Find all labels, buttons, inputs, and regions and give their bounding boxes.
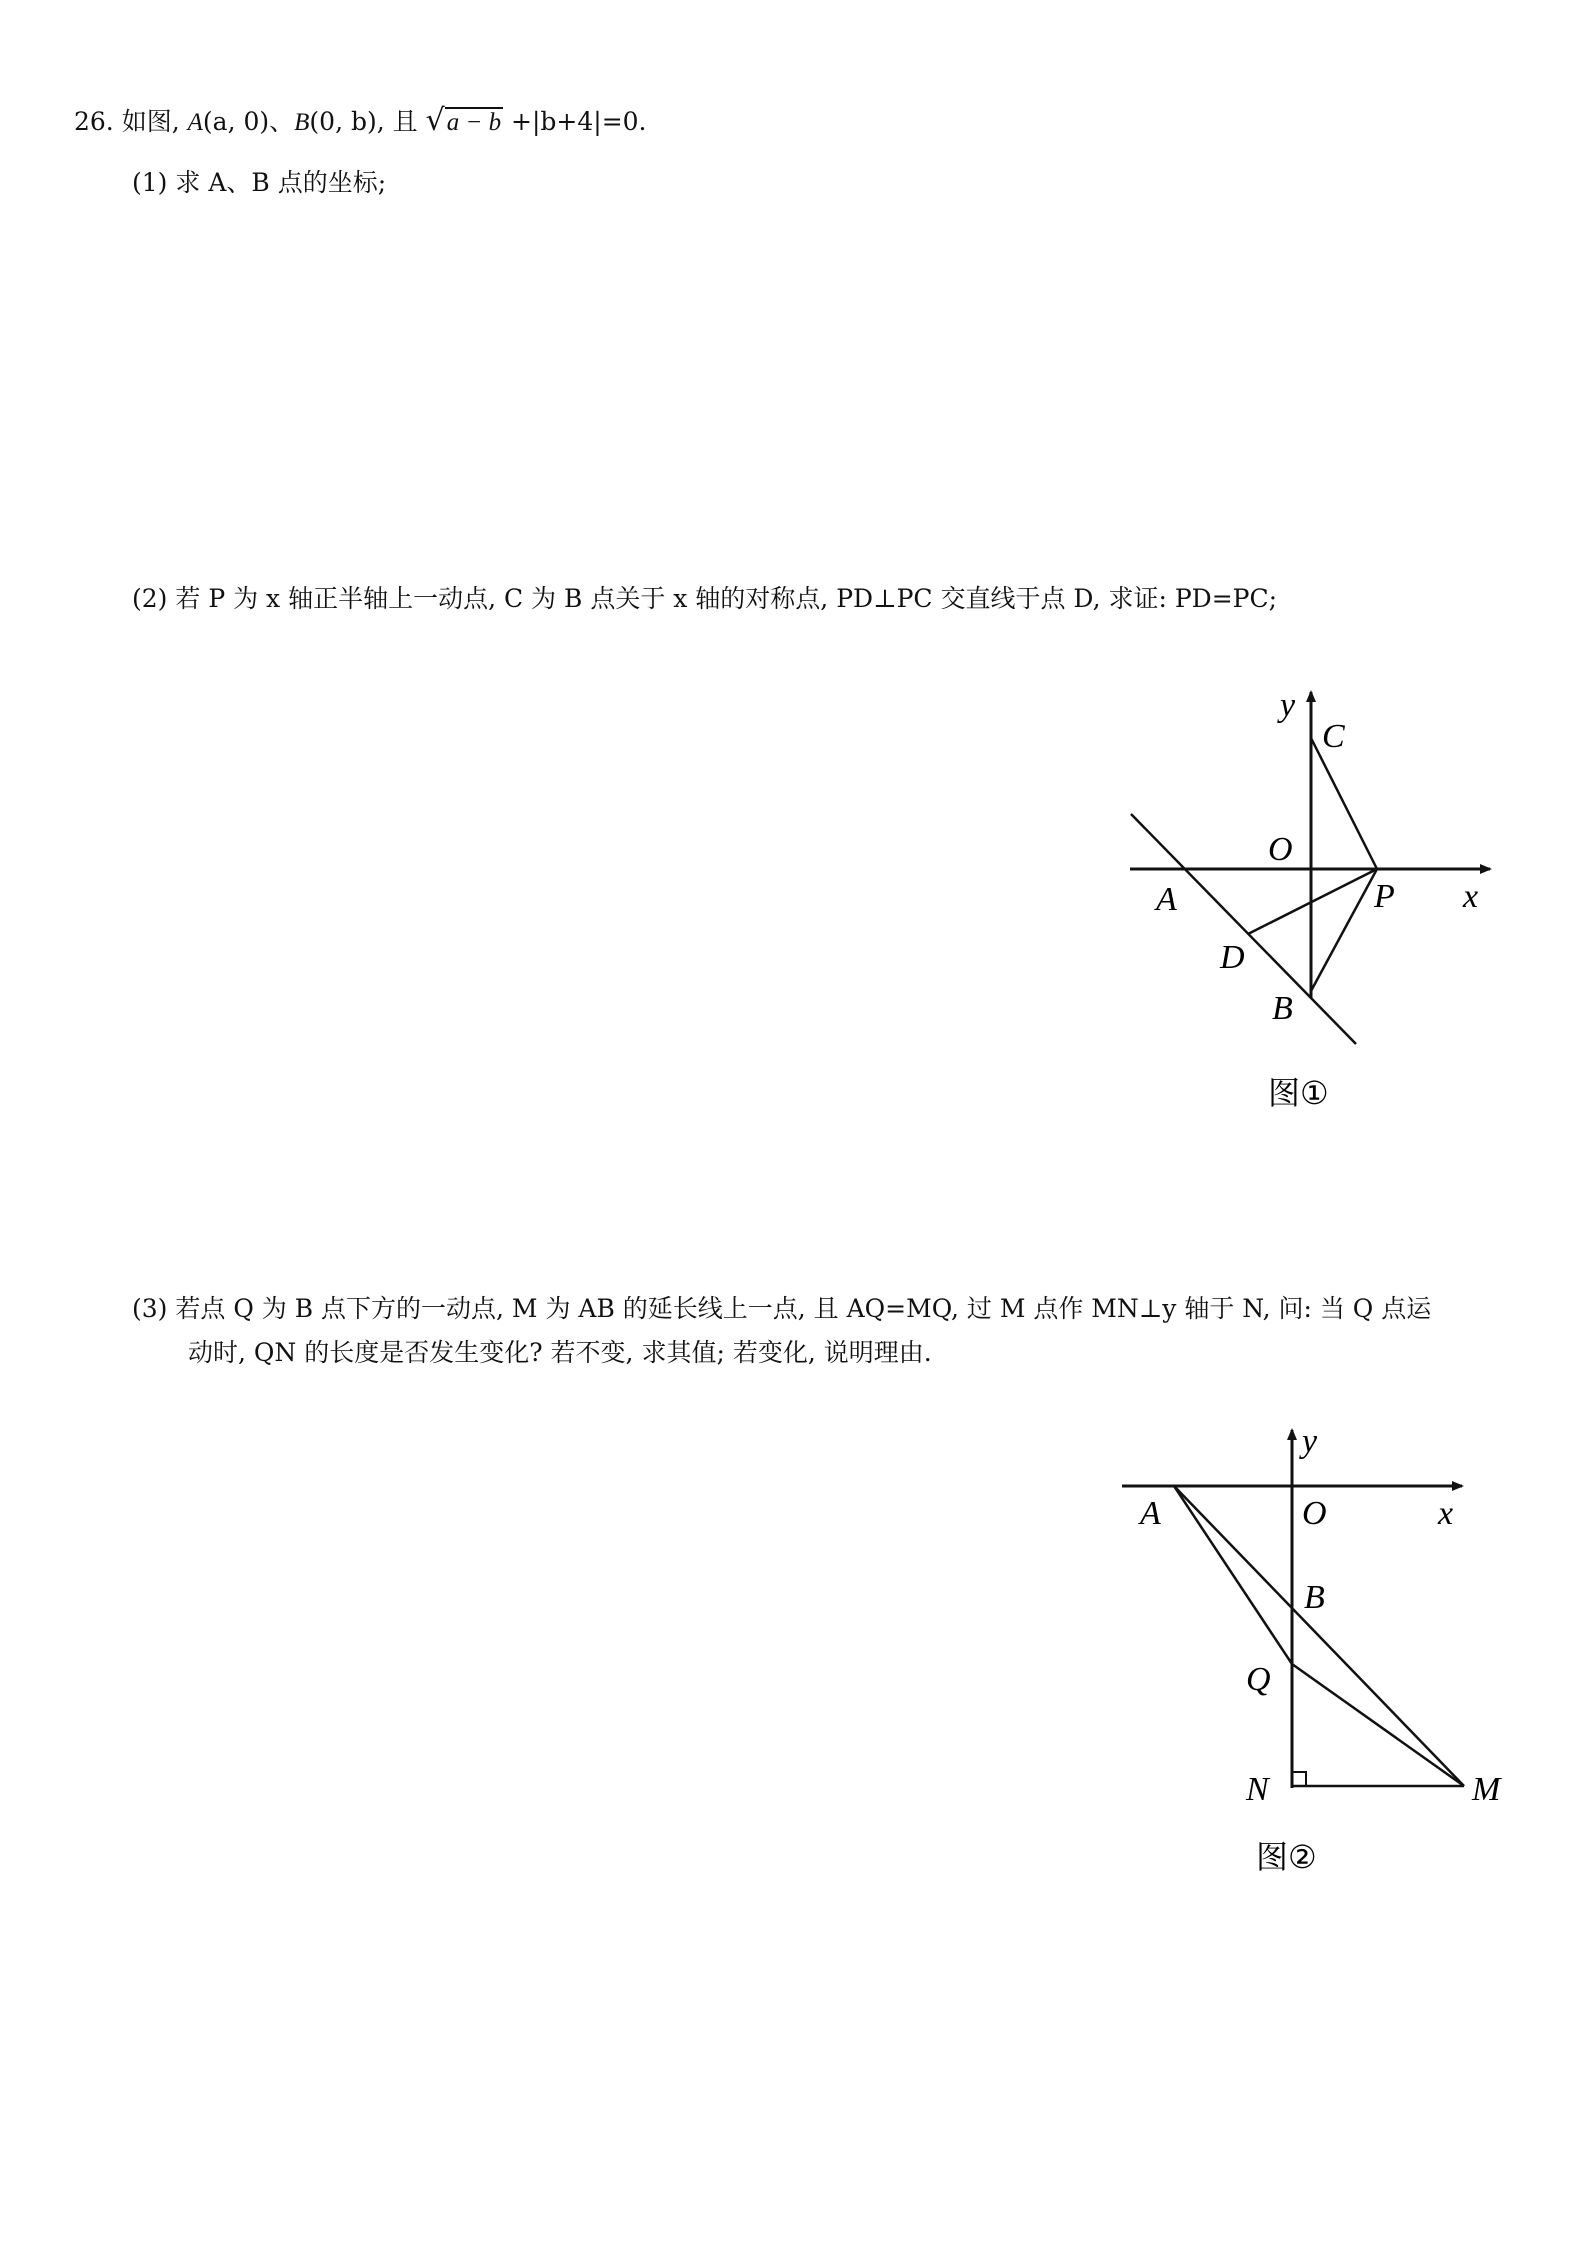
- fig2-segment-qm: [1292, 1664, 1464, 1786]
- fig1-label-c: C: [1322, 718, 1345, 755]
- fig2-label-a: A: [1140, 1495, 1161, 1532]
- intro-text: 如图,: [121, 107, 188, 136]
- fig2-label-m: M: [1472, 1771, 1501, 1808]
- fig2-label-y: y: [1302, 1423, 1318, 1460]
- sqrt-expression: a − b: [446, 109, 502, 136]
- fig2-caption: 图②: [1256, 1838, 1317, 1876]
- fig2-label-b: B: [1304, 1579, 1325, 1616]
- fig1-label-o: O: [1268, 831, 1293, 868]
- part-3-tag: (3): [132, 1294, 168, 1323]
- fig2-label-o: O: [1302, 1495, 1327, 1532]
- fig1-label-p: P: [1374, 878, 1395, 915]
- fig1-label-a: A: [1156, 881, 1177, 918]
- fig1-label-b: B: [1272, 990, 1293, 1027]
- problem-number: 26.: [74, 107, 114, 136]
- fig2-segment-aq: [1174, 1486, 1292, 1664]
- fig2-label-x: x: [1438, 1495, 1454, 1532]
- fig1-caption: 图①: [1268, 1074, 1329, 1112]
- point-b-coords: (0, b): [309, 107, 377, 136]
- fig2-right-angle-icon: [1292, 1772, 1306, 1786]
- equation-rest: +|b+4|=0.: [511, 107, 647, 136]
- fig1-label-d: D: [1220, 939, 1245, 976]
- and-text: , 且: [376, 107, 418, 136]
- part-2-text: 若 P 为 x 轴正半轴上一动点, C 为 B 点关于 x 轴的对称点, PD⊥PC 交直线于点 D, 求证: PD=PC;: [175, 584, 1278, 613]
- part-3-line-1: 若点 Q 为 B 点下方的一动点, M 为 AB 的延长线上一点, 且 AQ=MQ, 过 M 点作 MN⊥y 轴于 N, 问: 当 Q 点运: [175, 1294, 1432, 1323]
- part-1-text: 求 A、B 点的坐标;: [175, 168, 387, 197]
- part-3-line-2: 动时, QN 的长度是否发生变化? 若不变, 求其值; 若变化, 说明理由.: [188, 1338, 932, 1367]
- fig2-label-q: Q: [1246, 1661, 1271, 1698]
- fig2-label-n: N: [1246, 1771, 1269, 1808]
- point-a-coords: (a, 0): [202, 107, 270, 136]
- fig1-label-y: y: [1280, 687, 1296, 724]
- point-b-label: B: [294, 109, 310, 136]
- part-2-tag: (2): [132, 584, 168, 613]
- point-a-label: A: [187, 109, 203, 136]
- part-1-tag: (1): [132, 168, 168, 197]
- sqrt-icon: √: [425, 103, 445, 138]
- separator: 、: [269, 107, 295, 136]
- fig1-label-x: x: [1463, 878, 1479, 915]
